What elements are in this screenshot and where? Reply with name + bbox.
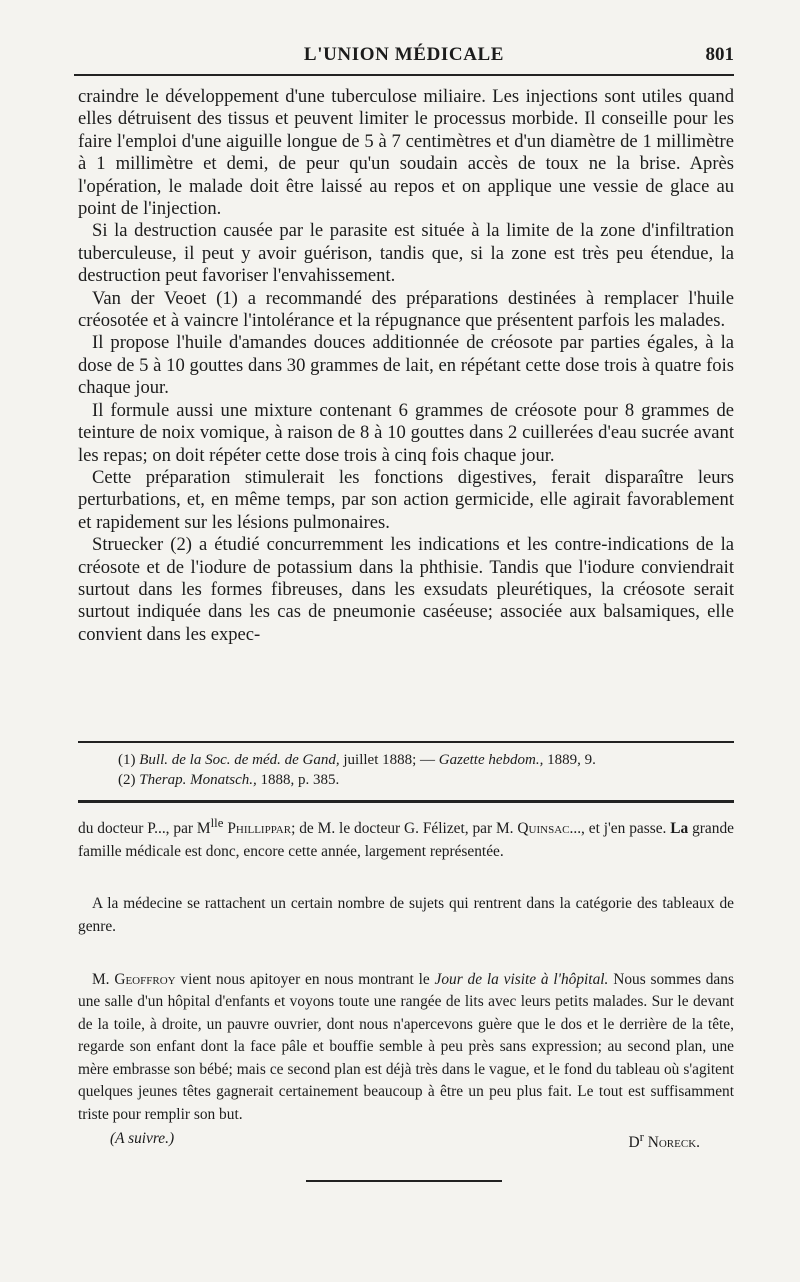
article-paragraph-5: Il formule aussi une mixture contenant 6 grammes de créosote pour 8 grammes de teinture de noix vomique, à raison de 8 à 10 gouttes dans 2 cuillerées d'eau sucrée avant les repas; on doit répéter cette dose trois à cinq fois chaque jour. [78, 399, 734, 466]
author-title-sup: r [639, 1130, 644, 1144]
feuilleton-p1-part-d: grande famille médicale est donc, encore cette année, largement représentée. [78, 820, 734, 860]
author-title: D [628, 1134, 640, 1152]
author-name: Noreck. [647, 1134, 700, 1152]
end-rule [306, 1180, 502, 1182]
footnotes [118, 750, 718, 790]
author-signature [628, 1130, 700, 1152]
footnote-2-source: Therap. Monatsch., [139, 772, 257, 788]
feuilleton-p3-part-b: vient nous apitoyer en nous montrant le [180, 970, 430, 988]
article-paragraph-4: Il propose l'huile d'amandes douces additionnée de créosote par parties égales, à la dose de 5 à 10 gouttes dans 30 grammes de lait, en répétant cette dose trois à quatre fois chaque jour. [78, 332, 734, 399]
feuilleton-p1-sup: lle [210, 816, 224, 830]
feuilleton-p3-part-c: Nous sommes dans une salle d'un hôpital d'enfants et voyons toute une rangée de lits avec leurs petits malades. Sur le devant de la toile, à droite, un pauvre ouvrier, dont nous n'apercevons guère que le dos et le derrière de la tête, regarde son enfant dont la face pâle et bouffie semble à peu près sans expression; au second plan, une mère embrasse son bébé; mais ce second plan est déjà très dans le vague, et le fond du tableau où s'agitent quelques jeunes têtes gagnerait certainement beaucoup à être un peu plus fait. Le tout est suffisamment triste pour remplir son but. [78, 970, 734, 1124]
feuilleton-p1-part-b: ; de M. le docteur G. Félizet, par M. [291, 820, 514, 838]
feuilleton-section [78, 812, 734, 1127]
footnote-1-end: 1889, 9. [547, 752, 596, 768]
signoff [110, 1130, 710, 1154]
footnote-rule [78, 741, 734, 743]
feuilleton-p1-part-c: ..., et j'en passe. [569, 820, 667, 838]
feuilleton-p3-title: Jour de la visite à l'hôpital. [434, 970, 609, 988]
feuilleton-paragraph-2: A la médecine se rattachent un certain nombre de sujets qui rentrent dans la catégorie des tableaux de genre. [78, 895, 734, 935]
to-be-continued: (A suivre.) [110, 1130, 175, 1147]
page-number: 801 [705, 44, 734, 65]
footnote-1 [118, 750, 718, 770]
article-paragraph-2: Si la destruction causée par le parasite est située à la limite de la zone d'infiltration tuberculeuse, il peut y avoir guérison, tandis que, si la zone est très peu étendue, la destruction peut favoriser l'envahissement. [78, 220, 734, 287]
footnote-1-source-2: Gazette hebdom., [438, 752, 544, 768]
feuilleton-p1-la: La [670, 820, 689, 838]
article-paragraph-6: Cette préparation stimulerait les fonctions digestives, ferait disparaître leurs perturbations, et, en même temps, par son action germicide, elle agirait favorablement et rapidement sur les lésions pulmonaires. [78, 466, 734, 533]
feuilleton-paragraph-1 [78, 812, 734, 863]
footnote-1-source-1: Bull. de la Soc. de méd. de Gand, [139, 752, 340, 768]
feuilleton-p3-part-a: M. [92, 970, 110, 988]
feuilleton-p3-name: Geoffroy [114, 970, 176, 988]
article-body [78, 86, 734, 646]
section-rule [78, 800, 734, 803]
footnote-2 [118, 770, 718, 790]
page-header [74, 40, 734, 74]
feuilleton-paragraph-3 [78, 969, 734, 1127]
feuilleton-p1-part-a: du docteur P..., par M [78, 820, 211, 838]
running-title: L'UNION MÉDICALE [303, 44, 505, 65]
header-rule [74, 74, 734, 76]
footnote-2-number: (2) [118, 772, 136, 788]
feuilleton-p1-name-1: Phillippar [227, 820, 292, 838]
footnote-1-number: (1) [118, 752, 136, 768]
footnote-1-middle: juillet 1888; — [343, 752, 436, 768]
feuilleton-p1-name-2: Quinsac [517, 820, 570, 838]
article-paragraph-3: Van der Veoet (1) a recommandé des préparations destinées à remplacer l'huile créosotée et à vaincre l'intolérance et la répugnance que présentent parfois les malades. [78, 287, 734, 332]
article-paragraph-1: craindre le développement d'une tuberculose miliaire. Les injections sont utiles quand elles détruisent des tissus et peuvent limiter le processus morbide. Il conseille pour les faire l'emploi d'une aiguille longue de 5 à 7 centimètres et d'un diamètre de 1 millimètre à 1 millimètre et demi, de peur qu'un soudain accès de toux ne la brise. Après l'opération, le malade doit être laissé au repos et on applique une vessie de glace au point de l'injection. [78, 86, 734, 220]
footnote-2-end: 1888, p. 385. [260, 772, 340, 788]
article-paragraph-7: Struecker (2) a étudié concurremment les indications et les contre-indications de la créosote et de l'iodure de potassium dans la phthisie. Tandis que l'iodure conviendrait surtout dans les formes fibreuses, dans les exsudats pleurétiques, la créosote serait surtout indiquée dans les cas de pneumonie caséeuse; associée aux balsamiques, elle convient dans les expec- [78, 534, 734, 645]
